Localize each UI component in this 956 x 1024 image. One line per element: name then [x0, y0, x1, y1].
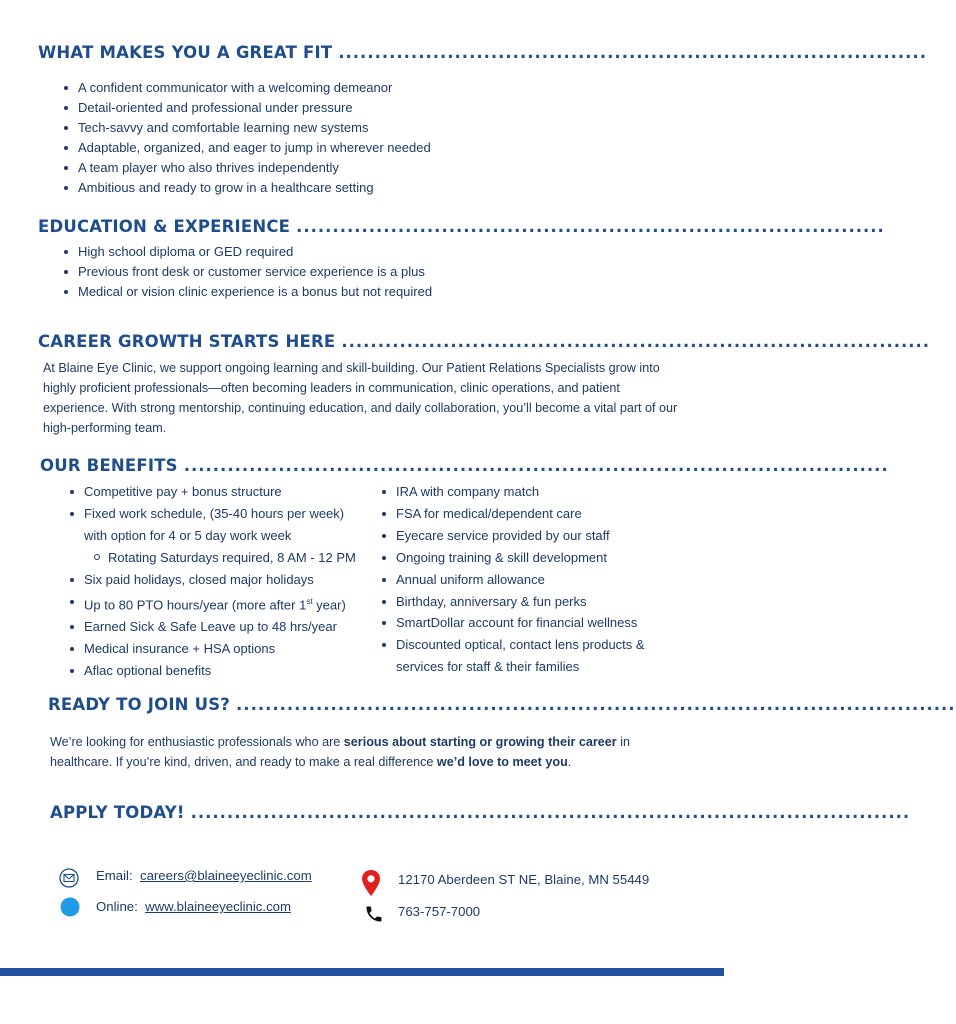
section-title-apply	[50, 803, 911, 822]
dotted-leader: .................................................................................................	[183, 456, 889, 475]
dotted-leader: .................................................................................	[341, 332, 931, 351]
career-paragraph: At Blaine Eye Clinic, we support ongoing learning and skill-building. Our Patient Relations Specialists grow into highly proficient professionals—often becoming leaders in communication, clinic operations, and patient experience. With strong mentorship, continuing education, and daily collaboration, you’ll become a vital part of our high-performing team.	[43, 361, 678, 435]
join-emphasis: serious about starting or growing their career	[343, 735, 617, 749]
phone-icon	[364, 904, 384, 924]
join-text: in healthcare. If you’re kind, driven, and ready to make a real difference	[50, 735, 631, 769]
benefit-item: Fixed work schedule, (35-40 hours per week)	[68, 503, 356, 525]
benefit-item	[68, 591, 356, 616]
benefit-item: SmartDollar account for financial wellness	[380, 612, 645, 634]
email-label: Email:	[96, 868, 133, 883]
list-item: A team player who also thrives independently	[62, 158, 431, 178]
benefit-item: Six paid holidays, closed major holidays	[68, 569, 356, 591]
benefit-subitem: Rotating Saturdays required, 8 AM - 12 PM	[68, 547, 356, 569]
benefit-item: Discounted optical, contact lens products &	[380, 634, 645, 656]
email-link[interactable]: careers@blaineeyeclinic.com	[139, 868, 312, 883]
ordinal-suffix: st	[306, 596, 313, 606]
dotted-leader: .................................................................................	[296, 217, 885, 236]
list-item: A confident communicator with a welcoming demeanor	[62, 78, 431, 98]
section-title-join	[48, 695, 956, 714]
list-item: Medical or vision clinic experience is a bonus but not required	[62, 282, 432, 302]
benefit-item-continued: with option for 4 or 5 day work week	[84, 527, 292, 543]
join-heading: READY TO JOIN US?	[48, 695, 231, 714]
fit-list	[62, 78, 431, 198]
benefit-item-continued: services for staff & their families	[396, 659, 580, 675]
benefit-item: Birthday, anniversary & fun perks	[380, 591, 645, 613]
website-link[interactable]: www.blaineeyeclinic.com	[145, 899, 291, 914]
list-item: Tech-savvy and comfortable learning new systems	[62, 118, 431, 138]
address-text: 12170 Aberdeen ST NE, Blaine, MN 55449	[398, 872, 650, 887]
list-item: Ambitious and ready to grow in a healthcare setting	[62, 178, 431, 198]
map-pin-icon	[362, 870, 380, 896]
phone-text: 763-757-7000	[398, 904, 481, 919]
footer-bar	[0, 968, 724, 976]
dotted-leader: ...................................................................................................	[190, 803, 911, 822]
section-title-education	[38, 217, 885, 236]
career-heading: CAREER GROWTH STARTS HERE	[38, 332, 336, 351]
join-text: We’re looking for enthusiastic professionals who are	[50, 735, 344, 749]
online-label: Online:	[96, 899, 138, 914]
section-title-career	[38, 332, 931, 351]
benefit-item: IRA with company match	[380, 481, 645, 503]
list-item: Detail-oriented and professional under pressure	[62, 98, 431, 118]
benefits-heading: OUR BENEFITS	[40, 456, 178, 475]
benefit-item: Competitive pay + bonus structure	[68, 481, 356, 503]
list-item: Adaptable, organized, and eager to jump in wherever needed	[62, 138, 431, 158]
email-contact	[96, 868, 312, 883]
online-contact	[96, 899, 291, 914]
benefit-item: Annual uniform allowance	[380, 569, 645, 591]
apply-heading: APPLY TODAY!	[50, 803, 185, 822]
globe-icon	[60, 897, 80, 917]
section-title-benefits	[40, 456, 889, 475]
benefit-item: FSA for medical/dependent care	[380, 503, 645, 525]
benefits-list-left	[68, 481, 356, 681]
list-item: High school diploma or GED required	[62, 242, 432, 262]
education-heading: EDUCATION & EXPERIENCE	[38, 217, 291, 236]
section-title-fit	[38, 43, 927, 62]
benefit-item: Medical insurance + HSA options	[68, 638, 356, 660]
benefit-item: Aflac optional benefits	[68, 660, 356, 682]
benefit-text: year)	[312, 596, 346, 612]
join-text: .	[567, 755, 572, 769]
education-list	[62, 242, 432, 302]
dotted-leader: .................................................................................	[338, 43, 927, 62]
benefit-item: Earned Sick & Safe Leave up to 48 hrs/year	[68, 616, 356, 638]
join-paragraph	[50, 732, 690, 772]
benefit-item: Eyecare service provided by our staff	[380, 525, 645, 547]
fit-heading: WHAT MAKES YOU A GREAT FIT	[38, 43, 333, 62]
dotted-leader: ...................................................................................................	[236, 695, 956, 714]
list-item: Previous front desk or customer service experience is a plus	[62, 262, 432, 282]
benefit-item: Ongoing training & skill development	[380, 547, 645, 569]
join-emphasis: we’d love to meet you	[436, 755, 568, 769]
envelope-icon	[59, 868, 79, 888]
benefits-list-right	[380, 481, 645, 678]
benefit-text: Up to 80 PTO hours/year (more after 1	[84, 596, 307, 612]
